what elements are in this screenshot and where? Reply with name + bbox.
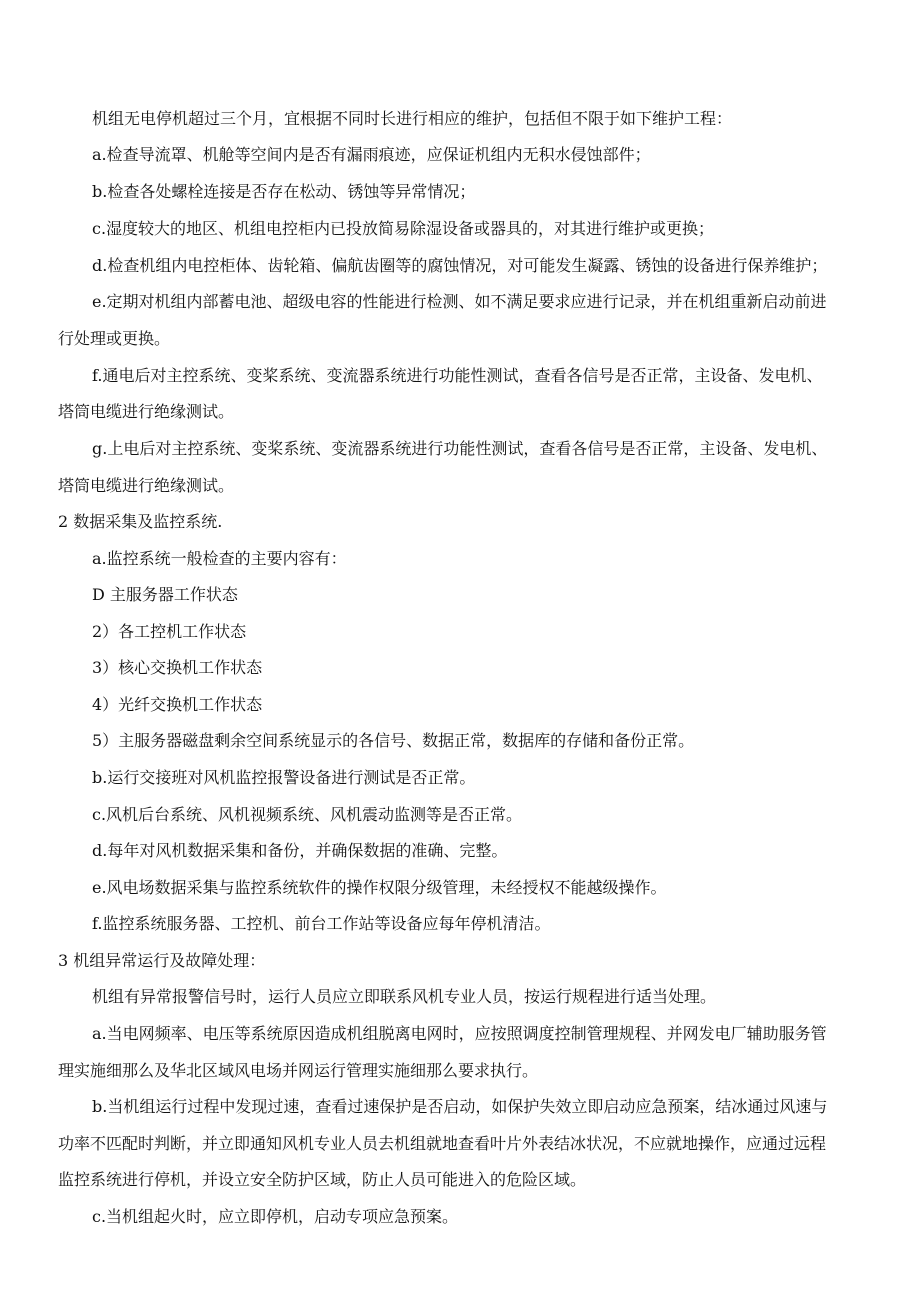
text-line: 机组有异常报警信号时，运行人员应立即联系风机专业人员，按运行规程进行适当处理。 [92,987,717,1006]
text-line: 塔筒电缆进行绝缘测试。 [58,402,235,421]
text-line: a.检查导流罩、机舱等空间内是否有漏雨痕迹，应保证机组内无积水侵蚀部件； [92,145,651,164]
section-heading: 2 数据采集及监控系统. [58,512,223,531]
text-line: 行处理或更换。 [58,329,171,348]
text-line: b.当机组运行过程中发现过速，查看过速保护是否启动，如保护失效立即启动应急预案，结冰通过风速与 [92,1097,828,1116]
text-line: 2）各工控机工作状态 [92,622,247,641]
text-line: a.监控系统一般检查的主要内容有： [92,549,347,568]
text-line: e.风电场数据采集与监控系统软件的操作权限分级管理，未经授权不能越级操作。 [92,878,667,897]
text-line: b.检查各处螺栓连接是否存在松动、锈蚀等异常情况； [92,182,476,201]
text-line: g.上电后对主控系统、变桨系统、变流器系统进行功能性测试，查看各信号是否正常，主设备、发电机、 [92,439,828,458]
text-line: e.定期对机组内部蓄电池、超级电容的性能进行检测、如不满足要求应进行记录，并在机组重新启动前进 [92,292,827,311]
text-line: 监控系统进行停机，并设立安全防护区域，防止人员可能进入的危险区域。 [58,1170,587,1189]
text-line: c.风机后台系统、风机视频系统、风机震动监测等是否正常。 [92,805,523,824]
text-line: 3）核心交换机工作状态 [92,658,263,677]
text-line: b.运行交接班对风机监控报警设备进行测试是否正常。 [92,768,476,787]
text-line: D 主服务器工作状态 [92,585,238,604]
text-line: 功率不匹配时判断，并立即通知风机专业人员去机组就地查看叶片外表结冰状况，不应就地操作，应通过远程 [58,1134,827,1153]
text-line: c.湿度较大的地区、机组电控柜内已投放简易除湿设备或器具的，对其进行维护或更换； [92,219,715,238]
text-line: 4）光纤交换机工作状态 [92,695,263,714]
text-line: 机组无电停机超过三个月，宜根据不同时长进行相应的维护，包括但不限于如下维护工程： [92,109,733,128]
text-line: a.当电网频率、电压等系统原因造成机组脱离电网时，应按照调度控制管理规程、并网发电厂辅助服务管 [92,1024,827,1043]
text-line: 理实施细那么及华北区域风电场并网运行管理实施细那么要求执行。 [58,1061,539,1080]
text-line: 塔筒电缆进行绝缘测试。 [58,476,235,495]
section-heading: 3 机组异常运行及故障处理： [58,951,266,970]
text-line: c.当机组起火时，应立即停机，启动专项应急预案。 [92,1207,459,1226]
text-line: d.检查机组内电控柜体、齿轮箱、偏航齿圈等的腐蚀情况，对可能发生凝露、锈蚀的设备进行保养维护； [92,256,828,275]
text-line: 5）主服务器磁盘剩余空间系统显示的各信号、数据正常，数据库的存储和备份正常。 [92,731,695,750]
text-line: f.通电后对主控系统、变桨系统、变流器系统进行功能性测试，查看各信号是否正常，主设备、发电机、 [92,366,823,385]
text-line: d.每年对风机数据采集和备份，并确保数据的准确、完整。 [92,841,508,860]
text-line: f.监控系统服务器、工控机、前台工作站等设备应每年停机清洁。 [92,914,551,933]
